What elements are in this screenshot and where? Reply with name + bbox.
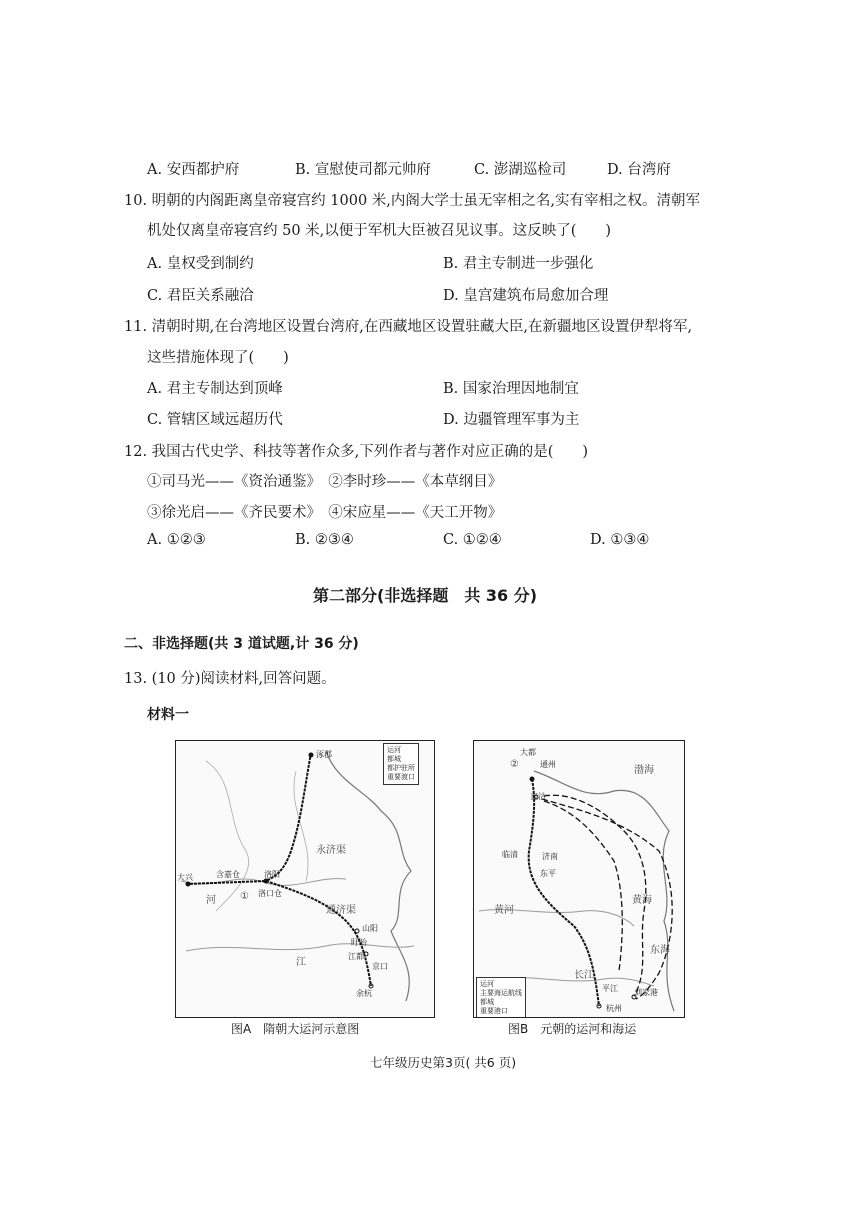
map-a-label-tongji: 通济渠	[326, 905, 356, 916]
page-footer: 七年级历史第3页( 共6 页)	[370, 1055, 517, 1070]
q12-stem: 12. 我国古代史学、科技等著作众多,下列作者与著作对应正确的是( )	[124, 444, 589, 460]
q11-option-d: D. 边疆管理军事为主	[443, 412, 580, 428]
map-a-label-hanjia: 含嘉仓	[216, 870, 240, 879]
map-a-label-jiang: 江	[296, 957, 306, 968]
q11-option-b: B. 国家治理因地制宜	[443, 381, 579, 397]
map-b-label-huanghai: 黄海	[632, 895, 652, 906]
map-b-label-dongping: 东平	[540, 869, 556, 878]
map-a-label-yongji: 永济渠	[316, 845, 346, 856]
map-b-legend-capital: 都城	[480, 998, 494, 1006]
q10-stem-line1: 10. 明朝的内阁距离皇帝寝宫约 1000 米,内阁大学士虽无宰相之名,实有宰相之权。清朝军	[124, 193, 701, 209]
map-a-legend-ferry: 重要渡口	[387, 773, 415, 781]
map-a-label-luokou: 洛口仓	[258, 889, 282, 898]
q11-option-c: C. 管辖区域远超历代	[147, 412, 283, 428]
material-label: 材料一	[147, 707, 189, 723]
q9-option-a: A. 安西都护府	[147, 162, 240, 178]
q12-option-a: A. ①②③	[147, 532, 206, 548]
map-b-label-yangzi: 长江	[574, 970, 594, 981]
map-a-label-zhuojun: 涿郡	[316, 750, 332, 759]
map-a-label-changan: 大兴	[177, 873, 193, 882]
map-b-label-pingjiang: 平江	[602, 984, 618, 993]
map-b-legend-searoute: 主要海运航线	[480, 989, 522, 997]
q12-option-b: B. ②③④	[295, 532, 354, 548]
map-a	[175, 740, 435, 1018]
map-a-label-num1: ①	[240, 891, 249, 902]
map-a-legend-capital: 都城	[387, 755, 401, 763]
map-b-label-linqing: 临清	[502, 850, 518, 859]
map-b-label-hangzhou: 杭州	[606, 1004, 622, 1013]
map-a-label-luoyang: 洛阳	[264, 870, 280, 879]
map-a-label-he: 河	[206, 895, 216, 906]
map-a-label-xuyi: 盱眙	[351, 938, 367, 947]
map-b-label-jinan: 济南	[542, 852, 558, 861]
q12-option-d: D. ①③④	[590, 532, 650, 548]
q11-stem-line1: 11. 清朝时期,在台湾地区设置台湾府,在西藏地区设置驻藏大臣,在新疆地区设置伊犁将军,	[124, 319, 693, 335]
map-a-caption: 图A 隋朝大运河示意图	[231, 1022, 360, 1036]
map-b-label-num2: ②	[510, 759, 519, 770]
q10-option-a: A. 皇权受到制约	[147, 256, 254, 272]
q10-option-b: B. 君主专制进一步强化	[443, 256, 594, 272]
q9-option-b: B. 宣慰使司都元帅府	[295, 162, 431, 178]
q9-option-c: C. 澎湖巡检司	[474, 162, 567, 178]
q12-pairs-line1: ①司马光——《资治通鉴》 ②李时珍——《本草纲目》	[147, 474, 503, 490]
map-b-caption: 图B 元朝的运河和海运	[508, 1022, 637, 1036]
q13-stem: 13. (10 分)阅读材料,回答问题。	[124, 671, 336, 687]
q10-option-c: C. 君臣关系融洽	[147, 288, 254, 304]
map-b-legend-canal: 运河	[480, 980, 494, 988]
q11-option-a: A. 君主专制达到顶峰	[147, 381, 283, 397]
map-b	[473, 740, 685, 1018]
map-a-legend-canal: 运河	[387, 746, 401, 754]
map-b-legend	[476, 977, 526, 1018]
map-a-label-jingkou: 京口	[372, 962, 388, 971]
map-b-label-tongzhou: 通州	[540, 760, 556, 769]
map-a-label-jiangdu: 江都	[348, 952, 364, 961]
map-a-label-shanyang: 山阳	[362, 924, 378, 933]
part2-title: 第二部分(非选择题 共 36 分)	[313, 586, 538, 605]
q10-stem-line2: 机处仅离皇帝寝宫约 50 米,以便于军机大臣被召见议事。这反映了( )	[147, 223, 612, 239]
map-b-legend-port: 重要港口	[480, 1007, 508, 1015]
section2-title: 二、非选择题(共 3 道试题,计 36 分)	[124, 636, 359, 652]
q12-pairs-line2: ③徐光启——《齐民要术》 ④宋应星——《天工开物》	[147, 505, 503, 521]
map-b-label-bohai: 渤海	[634, 765, 654, 776]
q12-option-c: C. ①②④	[443, 532, 502, 548]
map-b-label-zhigu: 直沽	[530, 792, 546, 801]
map-b-label-huanghe: 黄河	[494, 905, 514, 916]
map-b-label-dadu: 大都	[520, 748, 536, 757]
map-b-label-donghai: 东海	[650, 945, 670, 956]
q11-stem-line2: 这些措施体现了( )	[147, 350, 289, 366]
map-a-legend	[383, 743, 419, 785]
q9-option-d: D. 台湾府	[607, 162, 671, 178]
map-a-label-yuhang: 余杭	[356, 989, 372, 998]
map-a-legend-office: 都护驻所	[387, 764, 415, 772]
q10-option-d: D. 皇宫建筑布局愈加合理	[443, 288, 609, 304]
map-b-label-liujia: 刘家港	[634, 988, 658, 997]
